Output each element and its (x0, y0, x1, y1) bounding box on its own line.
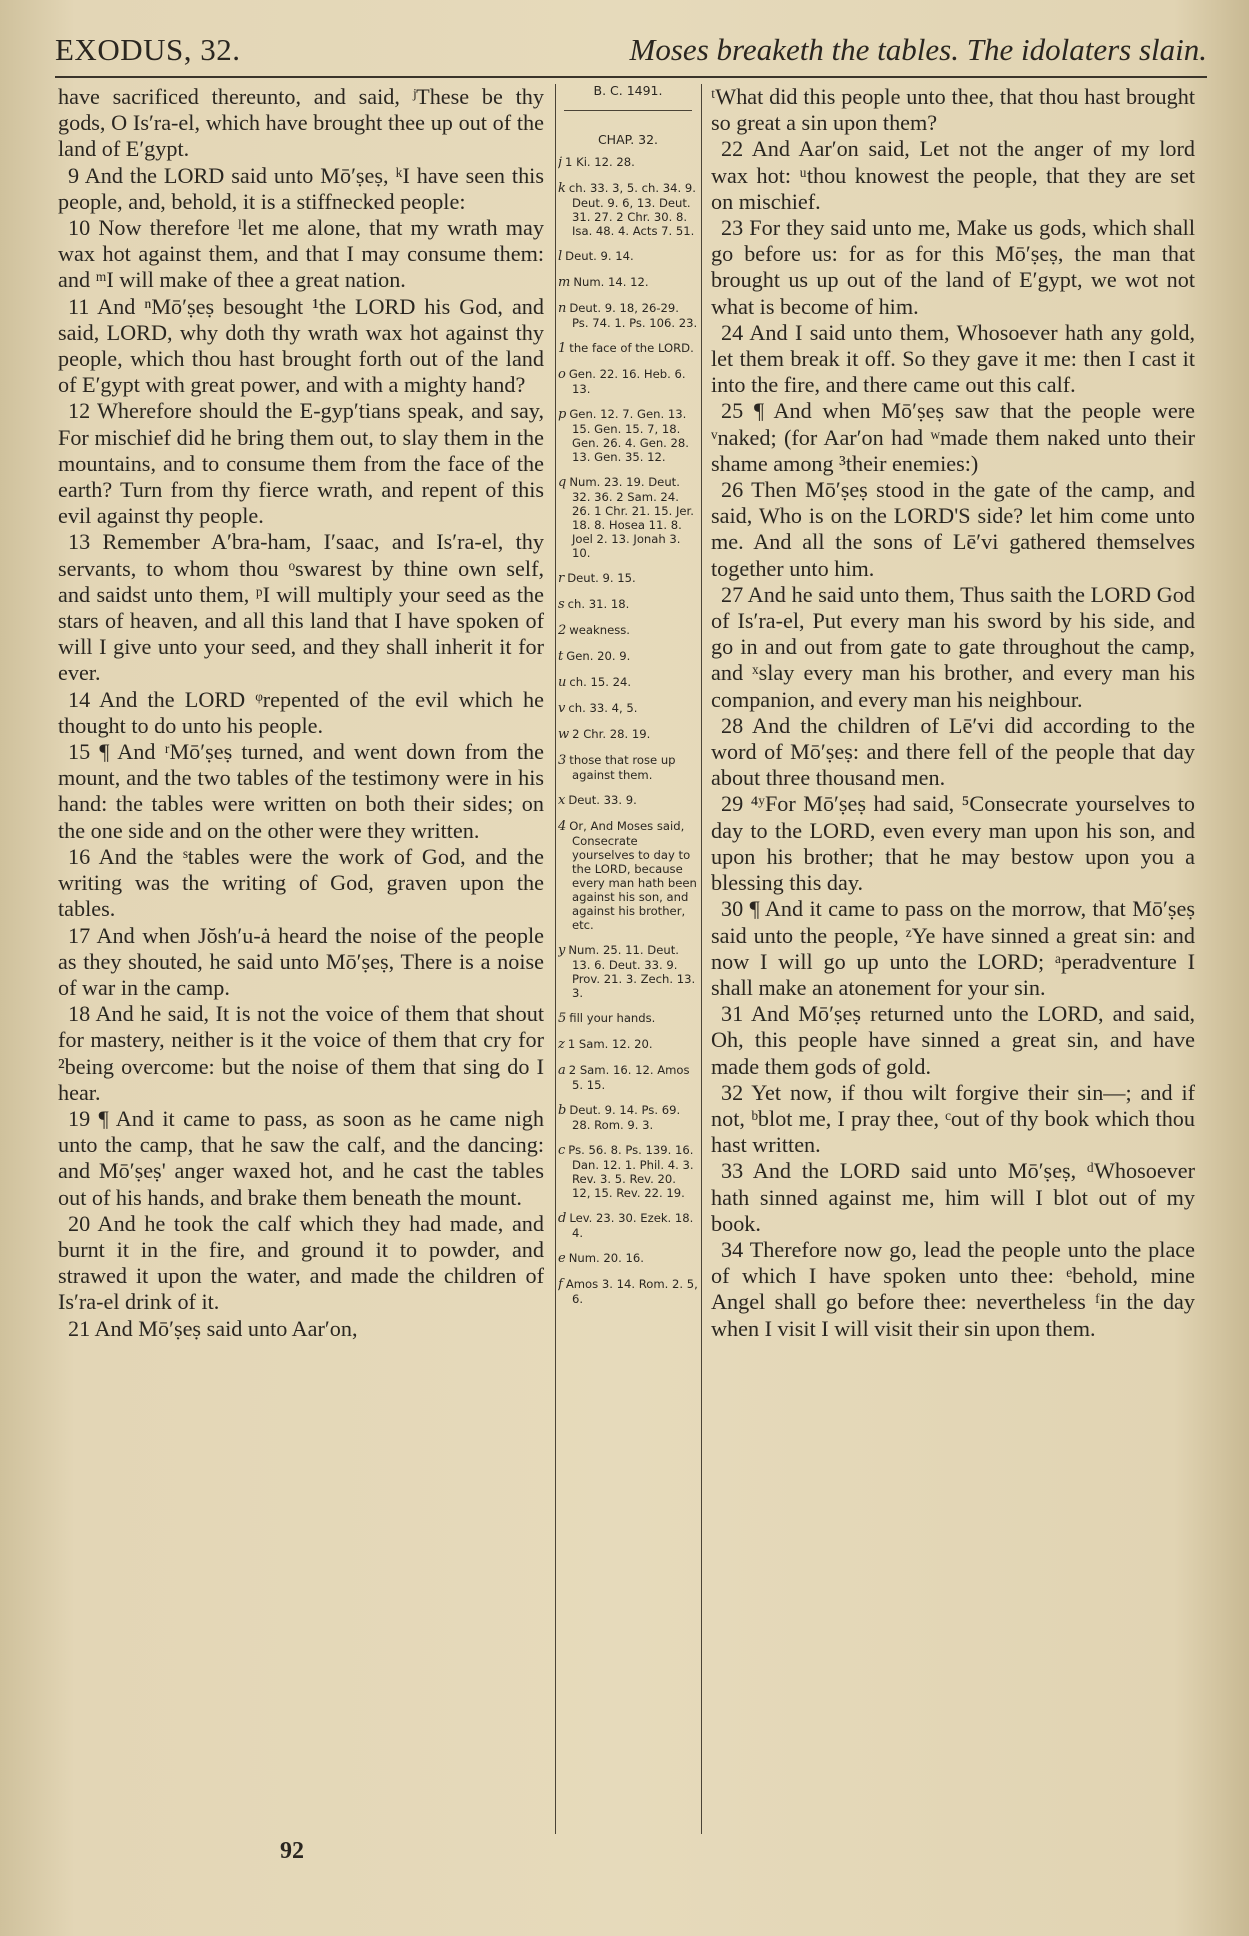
reference-key: f (558, 1277, 563, 1292)
reference-key: u (558, 675, 567, 690)
reference-text: Num. 20. 16. (568, 1251, 644, 1265)
right-text-column (711, 84, 1195, 1800)
reference-text: ch. 33. 3, 5. ch. 34. 9. Deut. 9. 6, 13. Deut. 31. 27. 2 Chr. 30. 8. Isa. 48. 4. Acts 7. 51. (568, 181, 696, 238)
cross-reference (558, 275, 698, 290)
cross-reference (558, 819, 698, 932)
cross-reference (558, 301, 698, 330)
right-verse: 23 For they said unto me, Make us gods, which shall go before us: for as for this Mō′ṣeṣ, the man that brought us up out of the land of E′gypt, we wot not what is become of him. (711, 215, 1195, 319)
left-verse: 12 Wherefore should the E-gyp′tians speak, and say, For mischief did he bring them out, to slay them in the mountains, and to consume them from the face of the earth? Turn from thy fierce wrath, and repent of this evil against thy people. (58, 398, 544, 529)
reference-key: p (558, 407, 567, 422)
right-verse: 30 ¶ And it came to pass on the morrow, that Mō′ṣeṣ said unto the people, ᶻYe have sinned a great sin: and now I will go up unto the LORD; ᵃperadventure I shall make an atonement for your sin. (711, 896, 1195, 1000)
cross-reference (558, 1103, 698, 1132)
column-divider-right (701, 84, 702, 1834)
right-verse: 28 And the children of Lē′vi did according to the word of Mō′ṣeṣ: and there fell of the people that day about three thousand men. (711, 712, 1195, 791)
reference-key: t (558, 649, 564, 664)
cross-reference (558, 571, 698, 586)
right-verse: 26 Then Mō′ṣeṣ stood in the gate of the camp, and said, Who is on the LORD'S side? let him come unto me. And all the sons of Lē′vi gathered themselves together unto him. (711, 477, 1195, 581)
left-verse: 13 Remember A′bra-ham, I′saac, and Is′ra-el, thy servants, to whom thou ᵒswarest by thine own self, and saidst unto them, ᵖI will multiply your seed as the stars of heaven, and all this land that I have spoken of will I give unto your seed, and they shall inherit it for ever. (58, 529, 544, 686)
reference-text: Deut. 9. 15. (567, 571, 636, 585)
reference-text: ch. 31. 18. (567, 597, 630, 611)
reference-text: Gen. 12. 7. Gen. 13. 15. Gen. 15. 7, 18. Gen. 26. 4. Gen. 28. 13. Gen. 35. 12. (569, 407, 689, 464)
reference-key: z (558, 1037, 565, 1052)
reference-key: 1 (558, 341, 567, 356)
reference-text: Lev. 23. 30. Ezek. 18. 4. (569, 1211, 694, 1240)
cross-reference (558, 155, 698, 170)
reference-key: r (558, 571, 565, 586)
reference-text: ch. 33. 4, 5. (568, 701, 638, 715)
reference-key: d (558, 1211, 567, 1226)
left-verse: 11 And ⁿMō′ṣeṣ besought ¹the LORD his God, and said, LORD, why doth thy wrath wax hot against thy people, which thou hast brought forth out of the land of E′gypt with great power, and with a mighty hand? (58, 293, 544, 398)
left-text-column (58, 84, 544, 1834)
margin-date: B. C. 1491. (564, 84, 692, 111)
right-verse: 32 Yet now, if thou wilt forgive their sin—; and if not, ᵇblot me, I pray thee, ᶜout of thy book which thou hast written. (711, 1079, 1195, 1158)
reference-margin (558, 84, 698, 1834)
left-verse: 10 Now therefore ˡlet me alone, that my wrath may wax hot against them, and that I may consume them: and ᵐI will make of thee a great nation. (58, 215, 544, 293)
reference-text: 2 Chr. 28. 19. (572, 727, 651, 741)
right-verse: 27 And he said unto them, Thus saith the LORD God of Is′ra-el, Put every man his sword by his side, and go in and out from gate to gate throughout the camp, and ˣslay every man his brother, and every man his companion, and every man his neighbour. (711, 581, 1195, 712)
running-topic: Moses breaketh the tables. The idolaters slain. (629, 32, 1207, 67)
right-verse: 33 And the LORD said unto Mō′ṣeṣ, ᵈWhosoever hath sinned against me, him will I blot out of my book. (711, 1158, 1195, 1236)
reference-key: v (558, 701, 566, 716)
reference-key: n (558, 301, 567, 316)
left-verse: 18 And he said, It is not the voice of them that shout for mastery, neither is it the voice of them that cry for ²being overcome: but the noise of them that sing do I hear. (58, 1001, 544, 1105)
reference-text: Amos 3. 14. Rom. 2. 5, 6. (565, 1277, 698, 1306)
reference-key: 3 (558, 753, 567, 768)
reference-key: 4 (558, 819, 567, 834)
cross-reference (558, 341, 698, 356)
reference-key: e (558, 1251, 566, 1266)
cross-reference (558, 407, 698, 464)
cross-reference (558, 1211, 698, 1240)
reference-text: Ps. 56. 8. Ps. 139. 16. Dan. 12. 1. Phil. 4. 3. Rev. 3. 5. Rev. 20. 12, 15. Rev. 22. 19. (568, 1143, 694, 1200)
reference-key: b (558, 1103, 567, 1118)
reference-text: Deut. 9. 14. (565, 249, 634, 263)
cross-reference (558, 1063, 698, 1092)
reference-text: 1 Sam. 12. 20. (567, 1037, 653, 1051)
cross-reference (558, 181, 698, 238)
book-chapter-title: EXODUS, 32. (55, 32, 241, 67)
reference-text: Deut. 33. 9. (568, 793, 637, 807)
reference-key: j (558, 155, 563, 170)
cross-reference (558, 727, 698, 742)
right-verse: 24 And I said unto them, Whosoever hath any gold, let them break it off. So they gave it me: then I cast it into the fire, and there came out this calf. (711, 319, 1195, 398)
left-verse: 20 And he took the calf which they had made, and burnt it in the fire, and ground it to powder, and strawed it upon the water, and made the children of Is′ra-el drink of it. (58, 1210, 544, 1315)
cross-reference (558, 793, 698, 808)
reference-text: Or, And Moses said, Consecrate yourselves to day to the LORD, because every man hath been against his son, and against his brother, etc. (569, 819, 697, 932)
cross-reference (558, 597, 698, 612)
left-verse: 21 And Mō′ṣeṣ said unto Aar′on, (68, 1315, 358, 1341)
reference-text: Num. 14. 12. (573, 275, 649, 289)
margin-chapter: CHAP. 32. (597, 132, 659, 147)
cross-reference (558, 701, 698, 716)
reference-key: 5 (558, 1011, 567, 1026)
cross-reference (558, 675, 698, 690)
reference-key: 2 (558, 623, 567, 638)
cross-reference (558, 943, 698, 1000)
reference-text: ch. 15. 24. (569, 675, 632, 689)
reference-text: Gen. 22. 16. Heb. 6. 13. (568, 367, 686, 396)
page-number: 92 (280, 1838, 304, 1864)
reference-key: l (558, 249, 563, 264)
reference-key: c (558, 1143, 566, 1158)
left-verse: 19 ¶ And it came to pass, as soon as he came nigh unto the camp, that he saw the calf, and the dancing: and Mō′ṣeṣ' anger waxed hot, and he cast the tables out of his hands, and brake them beneath the mount. (58, 1105, 544, 1210)
cross-reference-list (558, 155, 698, 1306)
cross-reference (558, 1011, 698, 1026)
reference-text: Gen. 20. 9. (566, 649, 631, 663)
reference-key: x (558, 793, 566, 808)
left-verse: 17 And when Jŏsh′u-ȧ heard the noise of the people as they shouted, he said unto Mō′ṣeṣ, There is a noise of war in the camp. (58, 922, 544, 1000)
reference-text: the face of the LORD. (569, 341, 694, 355)
cross-reference (558, 475, 698, 560)
left-verse: 16 And the ˢtables were the work of God, and the writing was the writing of God, graven upon the tables. (58, 843, 544, 922)
reference-key: k (558, 181, 566, 196)
cross-reference (558, 753, 698, 782)
right-verse: ᵗWhat did this people unto thee, that thou hast brought so great a sin upon them? (711, 84, 1195, 136)
reference-text: 1 Ki. 12. 28. (565, 155, 635, 169)
reference-key: s (558, 597, 565, 612)
page-header (55, 32, 1207, 76)
reference-key: w (558, 727, 570, 742)
reference-key: y (558, 943, 566, 958)
reference-text: 2 Sam. 16. 12. Amos 5. 15. (568, 1063, 690, 1092)
column-divider-left (555, 84, 556, 1834)
cross-reference (558, 649, 698, 664)
cross-reference (558, 249, 698, 264)
reference-text: weakness. (569, 623, 630, 637)
right-verse: 34 Therefore now go, lead the people unto the place of which I have spoken unto thee: ᵉbehold, mine Angel shall go before thee: nevertheless ᶠin the day when I visit I will visit their sin upon them. (711, 1236, 1195, 1341)
cross-reference (558, 367, 698, 396)
reference-key: o (558, 367, 566, 382)
reference-text: Deut. 9. 14. Ps. 69. 28. Rom. 9. 3. (569, 1103, 681, 1132)
reference-text: Deut. 9. 18, 26-29. Ps. 74. 1. Ps. 106. 23. (569, 301, 698, 330)
reference-text: Num. 25. 11. Deut. 13. 6. Deut. 33. 9. Prov. 21. 3. Zech. 13. 3. (568, 943, 696, 1000)
right-verse: 29 ⁴ʸFor Mō′ṣeṣ had said, ⁵Consecrate yourselves to day to the LORD, even every man upon his son, and upon his brother; that he may bestow upon you a blessing this day. (711, 791, 1195, 896)
reference-text: Num. 23. 19. Deut. 32. 36. 2 Sam. 24. 26. 1 Chr. 21. 15. Jer. 18. 8. Hosea 11. 8. Joel 2. 13. Jonah 3. 10. (569, 475, 694, 560)
reference-key: q (558, 475, 567, 490)
cross-reference (558, 623, 698, 638)
left-verse: have sacrificed thereunto, and said, ʲThese be thy gods, O Is′ra-el, which have brought thee up out of the land of E′gypt. (58, 84, 544, 162)
left-verse: 9 And the LORD said unto Mō′ṣeṣ, ᵏI have seen this people, and, behold, it is a stiffnecked people: (58, 162, 544, 214)
cross-reference (558, 1277, 698, 1306)
cross-reference (558, 1143, 698, 1200)
reference-text: those that rose up against them. (569, 753, 676, 782)
header-rule (55, 76, 1207, 78)
right-verse: 25 ¶ And when Mō′ṣeṣ saw that the people were ᵛnaked; (for Aar′on had ʷmade them naked unto their shame among ³their enemies:) (711, 398, 1195, 476)
cross-reference (558, 1037, 698, 1052)
left-verse: 14 And the LORD ᵠrepented of the evil which he thought to do unto his people. (58, 686, 544, 738)
cross-reference (558, 1251, 698, 1266)
right-verse: 22 And Aar′on said, Let not the anger of my lord wax hot: ᵘthou knowest the people, that they are set on mischief. (711, 136, 1195, 214)
reference-text: fill your hands. (569, 1011, 656, 1025)
right-verse: 31 And Mō′ṣeṣ returned unto the LORD, and said, Oh, this people have sinned a great sin, and have made them gods of gold. (711, 1001, 1195, 1079)
reference-key: a (558, 1063, 566, 1078)
left-verse: 15 ¶ And ʳMō′ṣeṣ turned, and went down from the mount, and the two tables of the testimony were in his hand: the tables were written on both their sides; on the one side and on the other were they written. (58, 739, 544, 843)
reference-key: m (558, 275, 571, 290)
